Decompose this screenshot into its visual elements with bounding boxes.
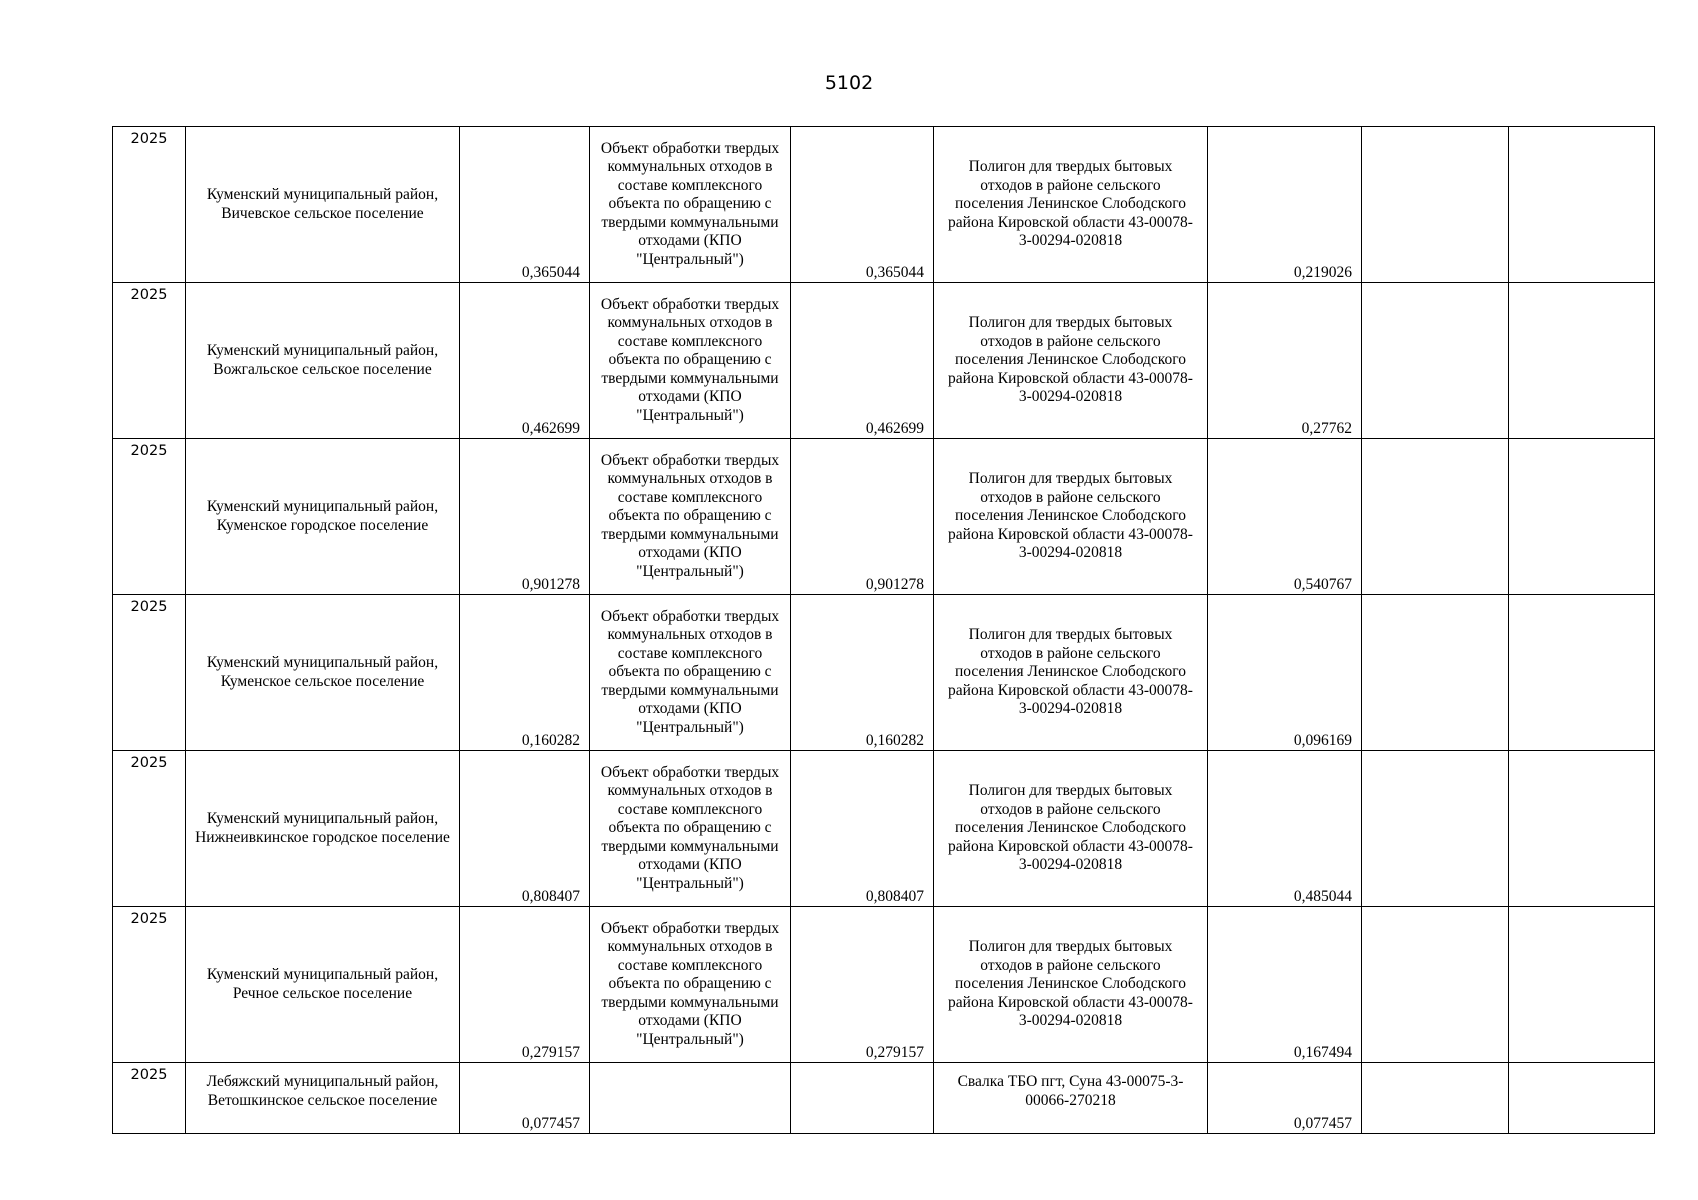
value2-cell: 0,160282 (791, 595, 934, 751)
municipality-cell: Куменский муниципальный район, Куменское сельское поселение (186, 595, 460, 751)
value1-cell: 0,279157 (460, 907, 590, 1063)
facility-cell: Объект обработки твердых коммунальных отходов в составе комплексного объекта по обращению с твердыми коммунальными отходами (КПО "Центральный") (590, 751, 791, 907)
disposal-site-cell: Полигон для твердых бытовых отходов в районе сельского поселения Ленинское Слободского района Кировской области 43-00078-3-00294-020818 (934, 439, 1208, 595)
value2-cell: 0,279157 (791, 907, 934, 1063)
page-number: 5102 (824, 72, 874, 94)
disposal-site-cell: Полигон для твердых бытовых отходов в районе сельского поселения Ленинское Слободского района Кировской области 43-00078-3-00294-020818 (934, 127, 1208, 283)
value3-cell: 0,540767 (1208, 439, 1362, 595)
value1-cell: 0,365044 (460, 127, 590, 283)
table-row (113, 283, 1655, 439)
value3-cell: 0,077457 (1208, 1063, 1362, 1134)
value1-cell: 0,077457 (460, 1063, 590, 1134)
municipality-cell: Куменский муниципальный район, Нижнеивкинское городское поселение (186, 751, 460, 907)
table-row (113, 751, 1655, 907)
value2-cell: 0,808407 (791, 751, 934, 907)
year-cell: 2025 (113, 595, 186, 751)
value3-cell: 0,27762 (1208, 283, 1362, 439)
municipality-cell: Куменский муниципальный район, Куменское городское поселение (186, 439, 460, 595)
empty-cell (1509, 751, 1655, 907)
empty-cell (1362, 127, 1509, 283)
facility-cell: Объект обработки твердых коммунальных отходов в составе комплексного объекта по обращению с твердыми коммунальными отходами (КПО "Центральный") (590, 907, 791, 1063)
municipality-cell: Куменский муниципальный район, Вожгальское сельское поселение (186, 283, 460, 439)
municipality-cell: Лебяжский муниципальный район, Ветошкинское сельское поселение (186, 1063, 460, 1134)
table-row (113, 595, 1655, 751)
year-cell: 2025 (113, 907, 186, 1063)
value2-cell: 0,365044 (791, 127, 934, 283)
facility-cell: Объект обработки твердых коммунальных отходов в составе комплексного объекта по обращению с твердыми коммунальными отходами (КПО "Центральный") (590, 595, 791, 751)
empty-cell (1362, 1063, 1509, 1134)
year-cell: 2025 (113, 439, 186, 595)
value1-cell: 0,462699 (460, 283, 590, 439)
value1-cell: 0,808407 (460, 751, 590, 907)
disposal-site-cell: Полигон для твердых бытовых отходов в районе сельского поселения Ленинское Слободского района Кировской области 43-00078-3-00294-020818 (934, 907, 1208, 1063)
empty-cell (1362, 751, 1509, 907)
disposal-site-cell: Полигон для твердых бытовых отходов в районе сельского поселения Ленинское Слободского района Кировской области 43-00078-3-00294-020818 (934, 751, 1208, 907)
empty-cell (1509, 907, 1655, 1063)
disposal-site-cell: Свалка ТБО пгт, Суна 43-00075-3-00066-270218 (934, 1063, 1208, 1134)
value2-cell (791, 1063, 934, 1134)
facility-cell (590, 1063, 791, 1134)
value3-cell: 0,219026 (1208, 127, 1362, 283)
value2-cell: 0,462699 (791, 283, 934, 439)
empty-cell (1509, 283, 1655, 439)
value1-cell: 0,901278 (460, 439, 590, 595)
empty-cell (1362, 439, 1509, 595)
facility-cell: Объект обработки твердых коммунальных отходов в составе комплексного объекта по обращению с твердыми коммунальными отходами (КПО "Центральный") (590, 439, 791, 595)
value2-cell: 0,901278 (791, 439, 934, 595)
municipality-cell: Куменский муниципальный район, Вичевское сельское поселение (186, 127, 460, 283)
facility-cell: Объект обработки твердых коммунальных отходов в составе комплексного объекта по обращению с твердыми коммунальными отходами (КПО "Центральный") (590, 127, 791, 283)
table-row (113, 439, 1655, 595)
value3-cell: 0,167494 (1208, 907, 1362, 1063)
disposal-site-cell: Полигон для твердых бытовых отходов в районе сельского поселения Ленинское Слободского района Кировской области 43-00078-3-00294-020818 (934, 283, 1208, 439)
empty-cell (1509, 595, 1655, 751)
municipality-cell: Куменский муниципальный район, Речное сельское поселение (186, 907, 460, 1063)
waste-flow-table (112, 126, 1655, 1134)
facility-cell: Объект обработки твердых коммунальных отходов в составе комплексного объекта по обращению с твердыми коммунальными отходами (КПО "Центральный") (590, 283, 791, 439)
empty-cell (1362, 907, 1509, 1063)
disposal-site-cell: Полигон для твердых бытовых отходов в районе сельского поселения Ленинское Слободского района Кировской области 43-00078-3-00294-020818 (934, 595, 1208, 751)
value1-cell: 0,160282 (460, 595, 590, 751)
value3-cell: 0,485044 (1208, 751, 1362, 907)
table-row (113, 907, 1655, 1063)
year-cell: 2025 (113, 751, 186, 907)
empty-cell (1509, 127, 1655, 283)
empty-cell (1509, 439, 1655, 595)
year-cell: 2025 (113, 283, 186, 439)
empty-cell (1362, 283, 1509, 439)
year-cell: 2025 (113, 1063, 186, 1134)
value3-cell: 0,096169 (1208, 595, 1362, 751)
empty-cell (1509, 1063, 1655, 1134)
table-row (113, 127, 1655, 283)
empty-cell (1362, 595, 1509, 751)
table-row (113, 1063, 1655, 1134)
year-cell: 2025 (113, 127, 186, 283)
